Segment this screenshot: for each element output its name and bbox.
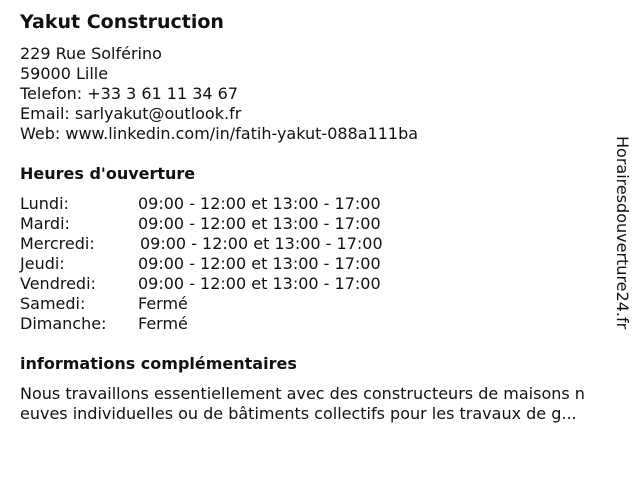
web-text: Web: www.linkedin.com/in/fatih-yakut-088a111ba — [20, 124, 419, 143]
address-street: 229 Rue Solférino — [20, 44, 162, 63]
day-label: Vendredi: — [20, 274, 96, 293]
day-hours: 09:00 - 12:00 et 13:00 - 17:00 — [140, 234, 383, 253]
site-watermark: Horairesdouverture24.fr — [613, 136, 632, 330]
additional-info-heading: informations complémentaires — [20, 354, 297, 373]
day-label: Jeudi: — [20, 254, 65, 273]
day-label: Mardi: — [20, 214, 70, 233]
contact-block — [20, 44, 418, 144]
day-label: Mercredi: — [20, 234, 95, 253]
day-label: Samedi: — [20, 294, 86, 313]
additional-info-text — [20, 384, 628, 424]
day-label: Dimanche: — [20, 314, 107, 333]
phone-text: Telefon: +33 3 61 11 34 67 — [20, 84, 239, 103]
email-text: Email: sarlyakut@outlook.fr — [20, 104, 242, 123]
day-hours: 09:00 - 12:00 et 13:00 - 17:00 — [138, 274, 381, 293]
business-name: Yakut Construction — [20, 11, 224, 33]
description-line-2: euves individuelles ou de bâtiments collectifs pour les travaux de g... — [20, 404, 577, 423]
address-city: 59000 Lille — [20, 64, 109, 83]
day-hours: 09:00 - 12:00 et 13:00 - 17:00 — [138, 254, 381, 273]
day-label: Lundi: — [20, 194, 69, 213]
opening-hours-heading: Heures d'ouverture — [20, 164, 196, 183]
day-hours: 09:00 - 12:00 et 13:00 - 17:00 — [138, 194, 381, 213]
day-hours: Fermé — [138, 314, 188, 333]
description-line-1: Nous travaillons essentiellement avec des constructeurs de maisons n — [20, 384, 585, 403]
day-hours: Fermé — [138, 294, 188, 313]
day-hours: 09:00 - 12:00 et 13:00 - 17:00 — [138, 214, 381, 233]
